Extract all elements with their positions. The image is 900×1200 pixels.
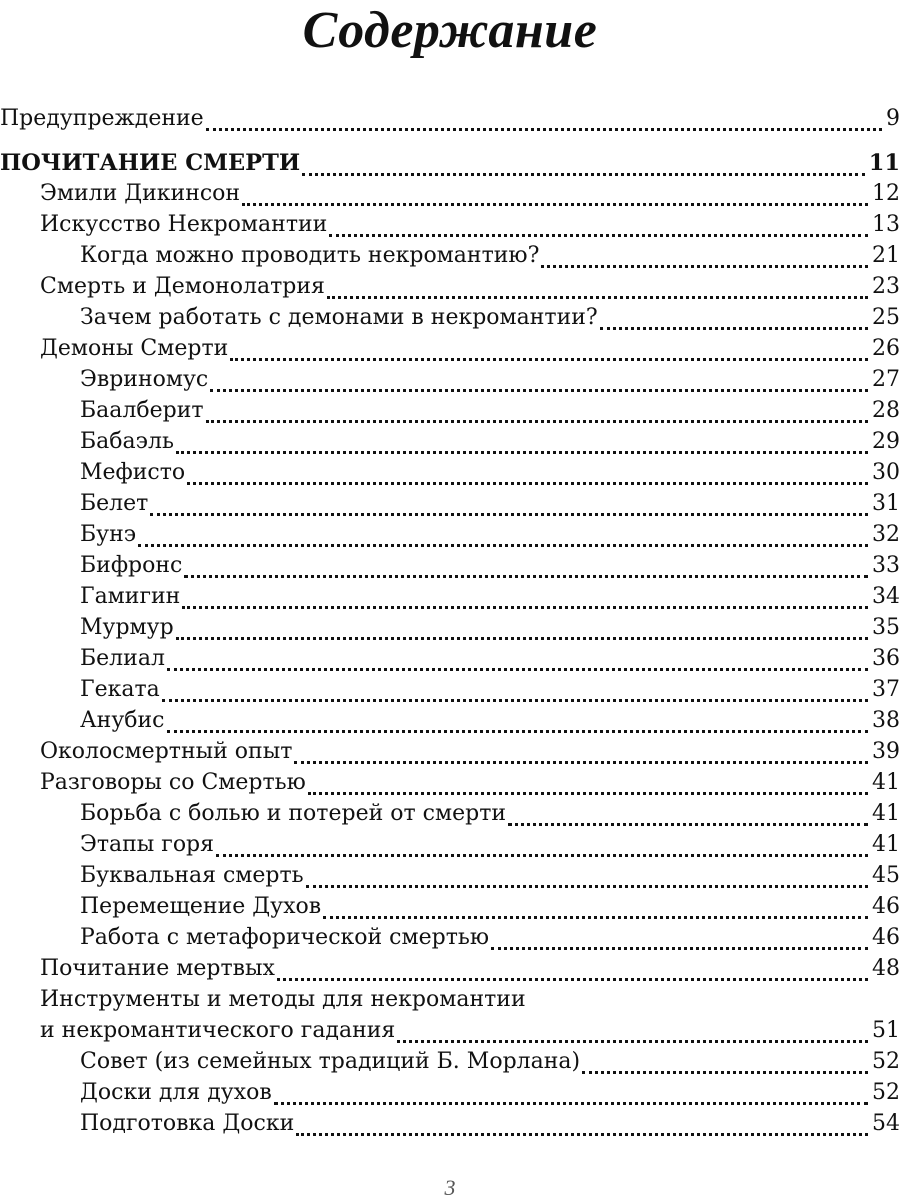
toc-entry[interactable] <box>0 365 900 395</box>
toc-entry[interactable] <box>0 706 900 736</box>
toc-entry-page: 25 <box>872 305 900 330</box>
toc-entry-label: Бабаэль <box>80 429 174 454</box>
toc-entry-label: Гамигин <box>80 584 181 609</box>
dot-leader <box>306 884 868 888</box>
toc-entry[interactable] <box>0 104 900 134</box>
toc-entry-label: ПОЧИТАНИЕ СМЕРТИ <box>0 150 301 176</box>
toc-entry[interactable] <box>0 458 900 488</box>
toc-entry[interactable] <box>0 582 900 612</box>
toc-entry[interactable] <box>0 923 900 953</box>
toc-entry-page: 21 <box>872 243 900 268</box>
toc-entry-label: Белиал <box>80 646 165 671</box>
dot-leader <box>397 1039 868 1043</box>
dot-leader <box>302 172 865 176</box>
toc-entry-page: 11 <box>868 150 900 176</box>
dot-leader <box>296 1132 868 1136</box>
toc-entry[interactable] <box>0 861 900 891</box>
toc-entry-label: Мефисто <box>80 460 186 485</box>
toc-entry-page: 51 <box>872 1018 900 1043</box>
dot-leader <box>138 543 868 547</box>
toc-entry-label: Разговоры со Смертью <box>40 770 306 795</box>
toc-entry-page: 26 <box>872 336 900 361</box>
toc-entry-label: Работа с метафорической смертью <box>80 925 490 950</box>
dot-leader <box>600 326 868 330</box>
toc-entry-page: 41 <box>872 770 900 795</box>
dot-leader <box>210 388 868 392</box>
toc-entry-label: Почитание мертвых <box>40 956 275 981</box>
dot-leader <box>230 357 868 361</box>
dot-leader <box>162 698 868 702</box>
toc-entry-page: 13 <box>872 212 900 237</box>
toc-entry-page: 36 <box>872 646 900 671</box>
dot-leader <box>582 1070 868 1074</box>
toc-entry[interactable] <box>0 830 900 860</box>
toc-entry-page: 23 <box>872 274 900 299</box>
toc-entry-label: Мурмур <box>80 615 174 640</box>
toc-entry-page: 48 <box>872 956 900 981</box>
toc-entry-label: Эвриномус <box>80 367 209 392</box>
toc-entry-page: 29 <box>872 429 900 454</box>
dot-leader <box>491 946 868 950</box>
toc-entry[interactable] <box>0 489 900 519</box>
dot-leader <box>167 729 869 733</box>
toc-entry-label: Зачем работать с демонами в некромантии? <box>80 305 598 330</box>
toc-entry-label: Буквальная смерть <box>80 863 304 888</box>
toc-entry-page: 45 <box>872 863 900 888</box>
toc-entry-label: Анубис <box>80 708 165 733</box>
toc-entry-label: Геката <box>80 677 160 702</box>
dot-leader <box>308 791 868 795</box>
toc-entry-page: 39 <box>872 739 900 764</box>
toc-entry-page: 46 <box>872 925 900 950</box>
toc-entry-label: и некромантического гадания <box>40 1018 396 1043</box>
toc-entry-label: Подготовка Доски <box>80 1111 295 1136</box>
toc-entry[interactable] <box>0 303 900 333</box>
dot-leader <box>176 450 868 454</box>
toc-entry-label: Перемещение Духов <box>80 894 322 919</box>
dot-leader <box>541 264 868 268</box>
toc-entry-page: 38 <box>872 708 900 733</box>
toc-entry[interactable] <box>0 799 900 829</box>
toc-entry-label: Бунэ <box>80 522 137 547</box>
dot-leader <box>294 760 868 764</box>
toc-entry-label: Совет (из семейных традиций Б. Морлана) <box>80 1049 581 1074</box>
toc-entry[interactable] <box>0 892 900 922</box>
toc-entry[interactable] <box>0 768 900 798</box>
toc-entry-page: 41 <box>872 832 900 857</box>
dot-leader <box>329 233 868 237</box>
toc-entry-page: 28 <box>872 398 900 423</box>
toc-entry-page: 52 <box>872 1049 900 1074</box>
toc-entry[interactable] <box>0 272 900 302</box>
toc-entry-page: 46 <box>872 894 900 919</box>
toc-entry[interactable] <box>0 396 900 426</box>
toc-entry[interactable] <box>0 1016 900 1046</box>
toc-entry[interactable] <box>0 210 900 240</box>
toc-entry-label: Баалберит <box>80 398 204 423</box>
toc-entry-label: Эмили Дикинсон <box>40 181 241 206</box>
toc-entry-label: Этапы горя <box>80 832 215 857</box>
toc-entry[interactable] <box>0 427 900 457</box>
toc-entry[interactable] <box>0 1047 900 1077</box>
dot-leader <box>242 202 868 206</box>
page-number: 3 <box>444 1175 456 1200</box>
toc-entry-label: Бифронс <box>80 553 183 578</box>
toc-entry-page: 54 <box>872 1111 900 1136</box>
dot-leader <box>216 853 868 857</box>
toc-entry-first-line[interactable] <box>0 985 900 1015</box>
toc-entry-label: Смерть и Демонолатрия <box>40 274 325 299</box>
toc-entry[interactable] <box>0 241 900 271</box>
toc-entry-label: Искусство Некромантии <box>40 212 328 237</box>
toc-entry-label: Околосмертный опыт <box>40 739 293 764</box>
toc-entry-page: 37 <box>872 677 900 702</box>
toc-entry-page: 9 <box>886 106 900 131</box>
toc-section-heading[interactable] <box>0 148 900 178</box>
toc-entry[interactable] <box>0 675 900 705</box>
toc-entry-label: Инструменты и методы для некромантии <box>40 987 526 1012</box>
toc-entry-page: 12 <box>872 181 900 206</box>
dot-leader <box>206 419 868 423</box>
dot-leader <box>323 915 868 919</box>
toc-entry[interactable] <box>0 520 900 550</box>
dot-leader <box>167 667 868 671</box>
toc-entry-label: Демоны Смерти <box>40 336 229 361</box>
dot-leader <box>176 636 868 640</box>
toc-entry-page: 33 <box>872 553 900 578</box>
toc-entry-page: 30 <box>872 460 900 485</box>
dot-leader <box>182 605 868 609</box>
dot-leader <box>277 977 868 981</box>
toc-entry-label: Белет <box>80 491 149 516</box>
toc-entry-page: 32 <box>872 522 900 547</box>
toc-entry[interactable] <box>0 1109 900 1139</box>
toc-entry[interactable] <box>0 1078 900 1108</box>
toc-entry[interactable] <box>0 644 900 674</box>
toc-entry-page: 27 <box>872 367 900 392</box>
dot-leader <box>508 822 868 826</box>
toc-entry-page: 35 <box>872 615 900 640</box>
toc-entry-label: Предупреждение <box>0 106 204 131</box>
dot-leader <box>187 481 868 485</box>
toc-entry-label: Доски для духов <box>80 1080 272 1105</box>
dot-leader <box>206 127 882 131</box>
dot-leader <box>274 1101 868 1105</box>
toc-entry[interactable] <box>0 613 900 643</box>
toc-entry-label: Борьба с болью и потерей от смерти <box>80 801 507 826</box>
toc-entry[interactable] <box>0 551 900 581</box>
dot-leader <box>327 295 868 299</box>
toc-entry-page: 52 <box>872 1080 900 1105</box>
dot-leader <box>184 574 868 578</box>
toc-entry-label: Когда можно проводить некромантию? <box>80 243 540 268</box>
toc-entry[interactable] <box>0 334 900 364</box>
toc-entry-page: 34 <box>872 584 900 609</box>
toc-entry[interactable] <box>0 737 900 767</box>
dot-leader <box>150 512 868 516</box>
toc-entry-page: 41 <box>872 801 900 826</box>
toc-entry-page: 31 <box>872 491 900 516</box>
page-title: Содержание <box>302 2 598 59</box>
toc-entry[interactable] <box>0 954 900 984</box>
toc-entry[interactable] <box>0 179 900 209</box>
